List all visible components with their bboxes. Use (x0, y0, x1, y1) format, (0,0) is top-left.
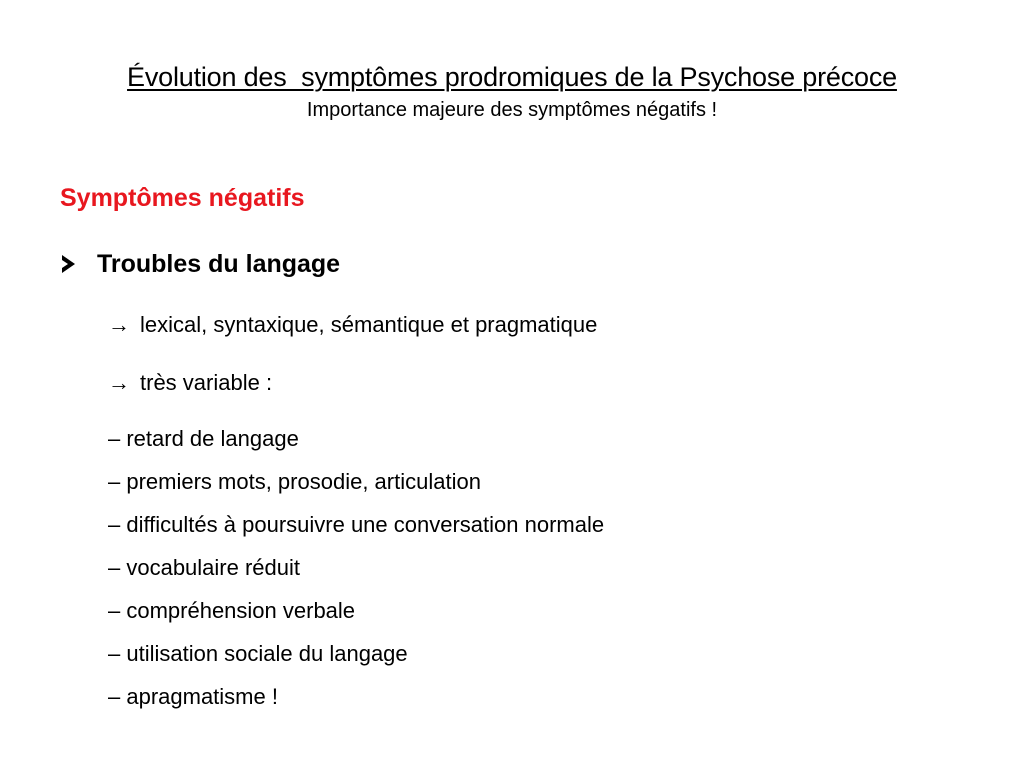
list-item: – apragmatisme ! (108, 684, 278, 709)
arrow-item-label: lexical, syntaxique, sémantique et pragmatique (140, 312, 598, 337)
list-item: – retard de langage (108, 426, 299, 451)
arrow-item-label: très variable : (140, 370, 273, 395)
slide-title: Évolution des symptômes prodromiques de la Psychose précoce (127, 62, 897, 92)
title-block (0, 62, 1024, 122)
right-arrow-icon: → (108, 312, 130, 337)
arrowhead-bullet-icon (62, 255, 75, 273)
right-arrow-icon: → (108, 370, 130, 395)
bullet-item (60, 246, 340, 282)
list-item: – difficultés à poursuivre une conversation normale (108, 512, 605, 537)
slide-subtitle: Importance majeure des symptômes négatifs ! (306, 99, 718, 121)
list-item: – vocabulaire réduit (108, 555, 301, 580)
bullet-label: Troubles du langage (97, 249, 341, 278)
arrow-item (108, 310, 597, 340)
list-item: – utilisation sociale du langage (108, 641, 408, 666)
list-item: – premiers mots, prosodie, articulation (108, 469, 481, 494)
arrow-item (108, 368, 272, 398)
dash-list (108, 424, 604, 725)
section-heading: Symptômes négatifs (60, 184, 305, 212)
list-item: – compréhension verbale (108, 598, 356, 623)
